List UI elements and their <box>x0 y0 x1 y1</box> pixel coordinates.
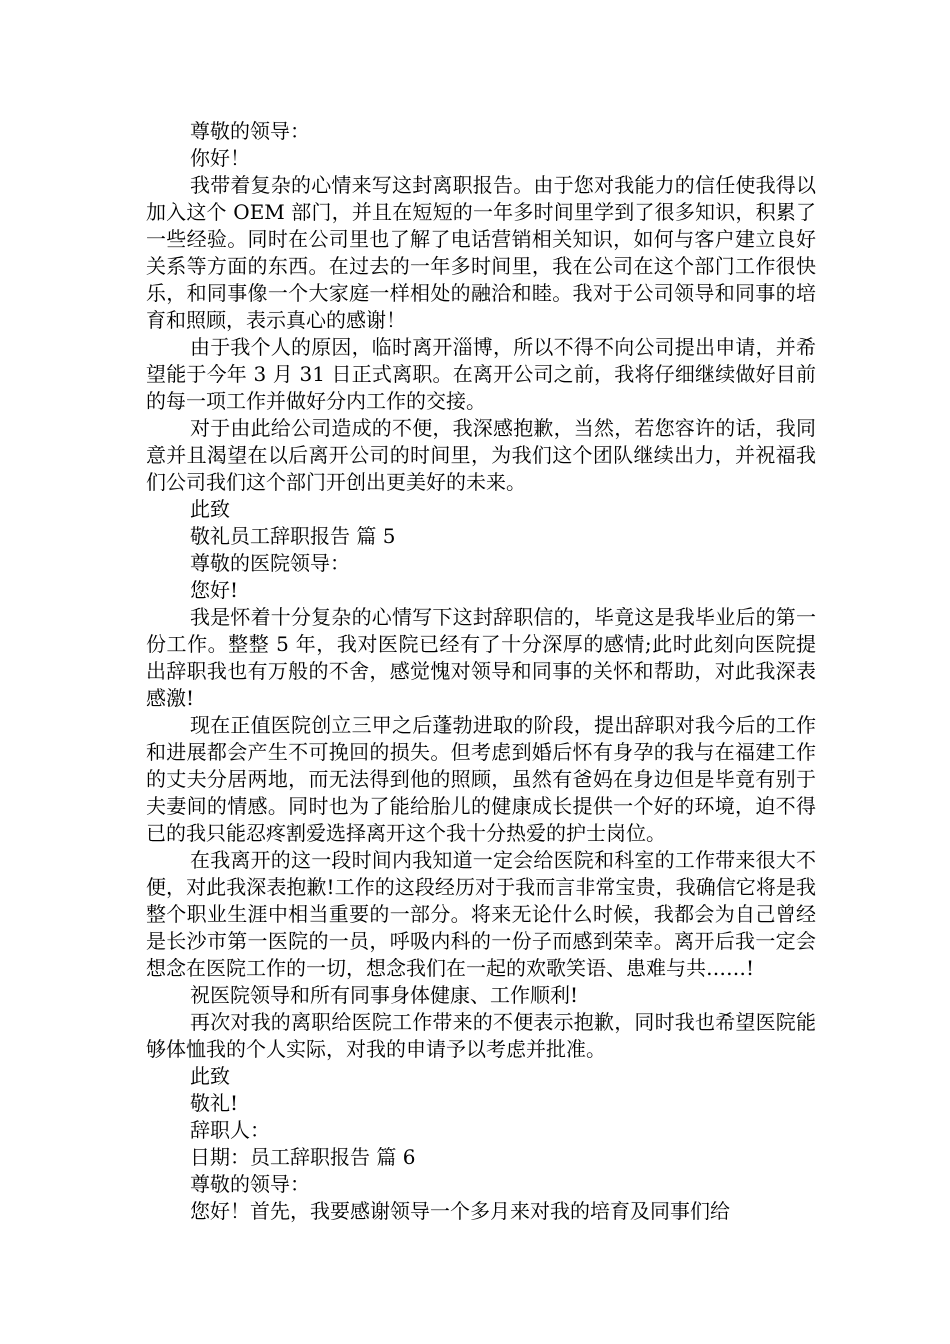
paragraph: 现在正值医院创立三甲之后蓬勃进取的阶段，提出辞职对我今后的工作和进展都会产生不可挽回的损失。但考虑到婚后怀有身孕的我与在福建工作的丈夫分居两地，而无法得到他的照顾，虽然有爸妈在身边但是毕竟有别于夫妻间的情感。同时也为了能给胎儿的健康成长提供一个好的环境，迫不得已的我只能忍疼割爱选择离开这个我十分热爱的护士岗位。 <box>146 713 816 845</box>
date-section-heading: 日期：员工辞职报告 篇 6 <box>190 1145 416 1169</box>
paragraph: 对于由此给公司造成的不便，我深感抱歉，当然，若您容许的话，我同意并且渴望在以后离开公司的时间里，为我们这个团队继续出力，并祝福我们公司我们这个部门开创出更美好的未来。 <box>146 416 816 494</box>
paragraph: 由于我个人的原因，临时离开淄博，所以不得不向公司提出申请，并希望能于今年 3 月 31 日正式离职。在离开公司之前，我将仔细继续做好目前的每一项工作并做好分内工作的交接。 <box>146 335 816 413</box>
closing: 此致 <box>190 1064 230 1088</box>
salutation: 尊敬的医院领导： <box>190 551 350 575</box>
paragraph: 我是怀着十分复杂的心情写下这封辞职信的，毕竟这是我毕业后的第一份工作。整整 5 年，我对医院已经有了十分深厚的感情;此时此刻向医院提出辞职我也有万般的不舍，感觉愧对领导和同事的关怀和帮助，对此我深表感激! <box>146 605 816 710</box>
salutation: 尊敬的领导： <box>190 119 310 143</box>
salutation: 尊敬的领导： <box>190 1172 310 1196</box>
paragraph: 祝医院领导和所有同事身体健康、工作顺利! <box>190 983 579 1007</box>
signature-line: 辞职人： <box>190 1118 270 1142</box>
paragraph: 您好！首先，我要感谢领导一个多月来对我的培育及同事们给 <box>190 1199 730 1223</box>
closing: 此致 <box>190 497 230 521</box>
greeting: 您好! <box>190 578 239 602</box>
greeting: 你好！ <box>190 146 250 170</box>
closing-section-heading: 敬礼员工辞职报告 篇 5 <box>190 524 396 548</box>
closing: 敬礼! <box>190 1091 239 1115</box>
paragraph: 在我离开的这一段时间内我知道一定会给医院和科室的工作带来很大不便，对此我深表抱歉!工作的这段经历对于我而言非常宝贵，我确信它将是我整个职业生涯中相当重要的一部分。将来无论什么时候，我都会为自己曾经是长沙市第一医院的一员，呼吸内科的一份子而感到荣幸。离开后我一定会想念在医院工作的一切，想念我们在一起的欢歌笑语、患难与共……! <box>146 848 816 980</box>
paragraph: 再次对我的离职给医院工作带来的不便表示抱歉，同时我也希望医院能够体恤我的个人实际，对我的申请予以考虑并批准。 <box>146 1010 816 1061</box>
paragraph: 我带着复杂的心情来写这封离职报告。由于您对我能力的信任使我得以加入这个 OEM 部门，并且在短短的一年多时间里学到了很多知识，积累了一些经验。同时在公司里也了解了电话营销相关知识，如何与客户建立良好关系等方面的东西。在过去的一年多时间里，我在公司在这个部门工作很快乐，和同事像一个大家庭一样相处的融洽和睦。我对于公司领导和同事的培育和照顾，表示真心的感谢！ <box>146 173 816 332</box>
document-body <box>146 118 816 1225</box>
